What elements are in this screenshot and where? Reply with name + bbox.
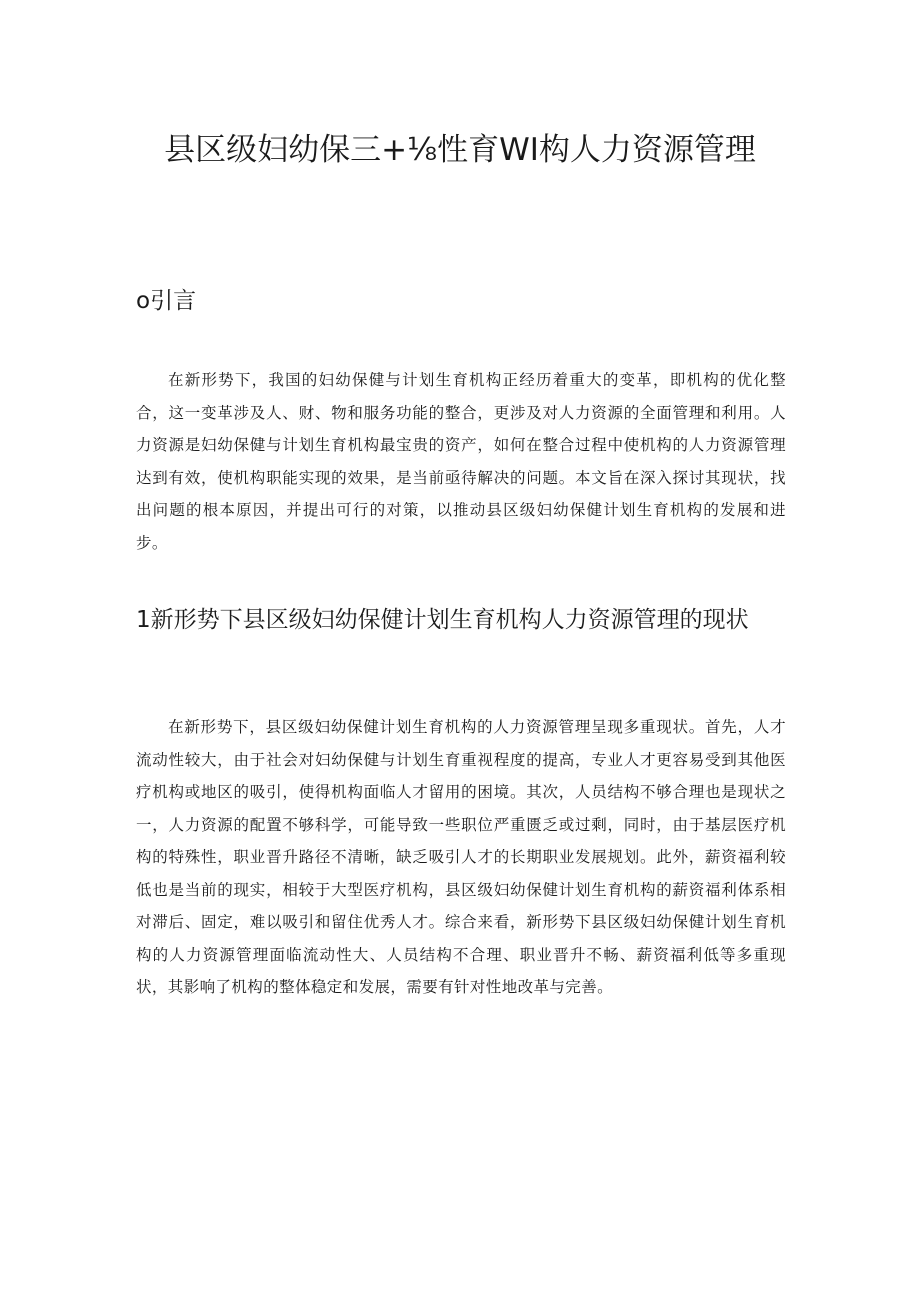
section-heading-introduction: o引言 [136, 288, 197, 314]
introduction-paragraph: 在新形势下，我国的妇幼保健与计划生育机构正经历着重大的变革，即机构的优化整合，这一变革涉及人、财、物和服务功能的整合，更涉及对人力资源的全面管理和利用。人力资源是妇幼保健与计划生育机构最宝贵的资产，如何在整合过程中使机构的人力资源管理达到有效，使机构职能实现的效果，是当前亟待解决的问题。本文旨在深入探讨其现状，找出问题的根本原因，并提出可行的对策，以推动县区级妇幼保健计划生育机构的发展和进步。 [136, 371, 786, 552]
section-heading-current-status: 1新形势下县区级妇幼保健计划生育机构人力资源管理的现状 [136, 607, 749, 633]
document-title: 县区级妇幼保三+⅛性育WI构人力资源管理 [164, 132, 756, 168]
current-status-paragraph: 在新形势下，县区级妇幼保健计划生育机构的人力资源管理呈现多重现状。首先，人才流动性较大，由于社会对妇幼保健与计划生育重视程度的提高，专业人才更容易受到其他医疗机构或地区的吸引，使得机构面临人才留用的困境。其次，人员结构不够合理也是现状之一，人力资源的配置不够科学，可能导致一些职位严重匮乏或过剩，同时，由于基层医疗机构的特殊性，职业晋升路径不清晰，缺乏吸引人才的长期职业发展规划。此外，薪资福利较低也是当前的现实，相较于大型医疗机构，县区级妇幼保健计划生育机构的薪资福利体系相对滞后、固定，难以吸引和留住优秀人才。综合来看，新形势下县区级妇幼保健计划生育机构的人力资源管理面临流动性大、人员结构不合理、职业晋升不畅、薪资福利低等多重现状，其影响了机构的整体稳定和发展，需要有针对性地改革与完善。 [136, 718, 786, 996]
